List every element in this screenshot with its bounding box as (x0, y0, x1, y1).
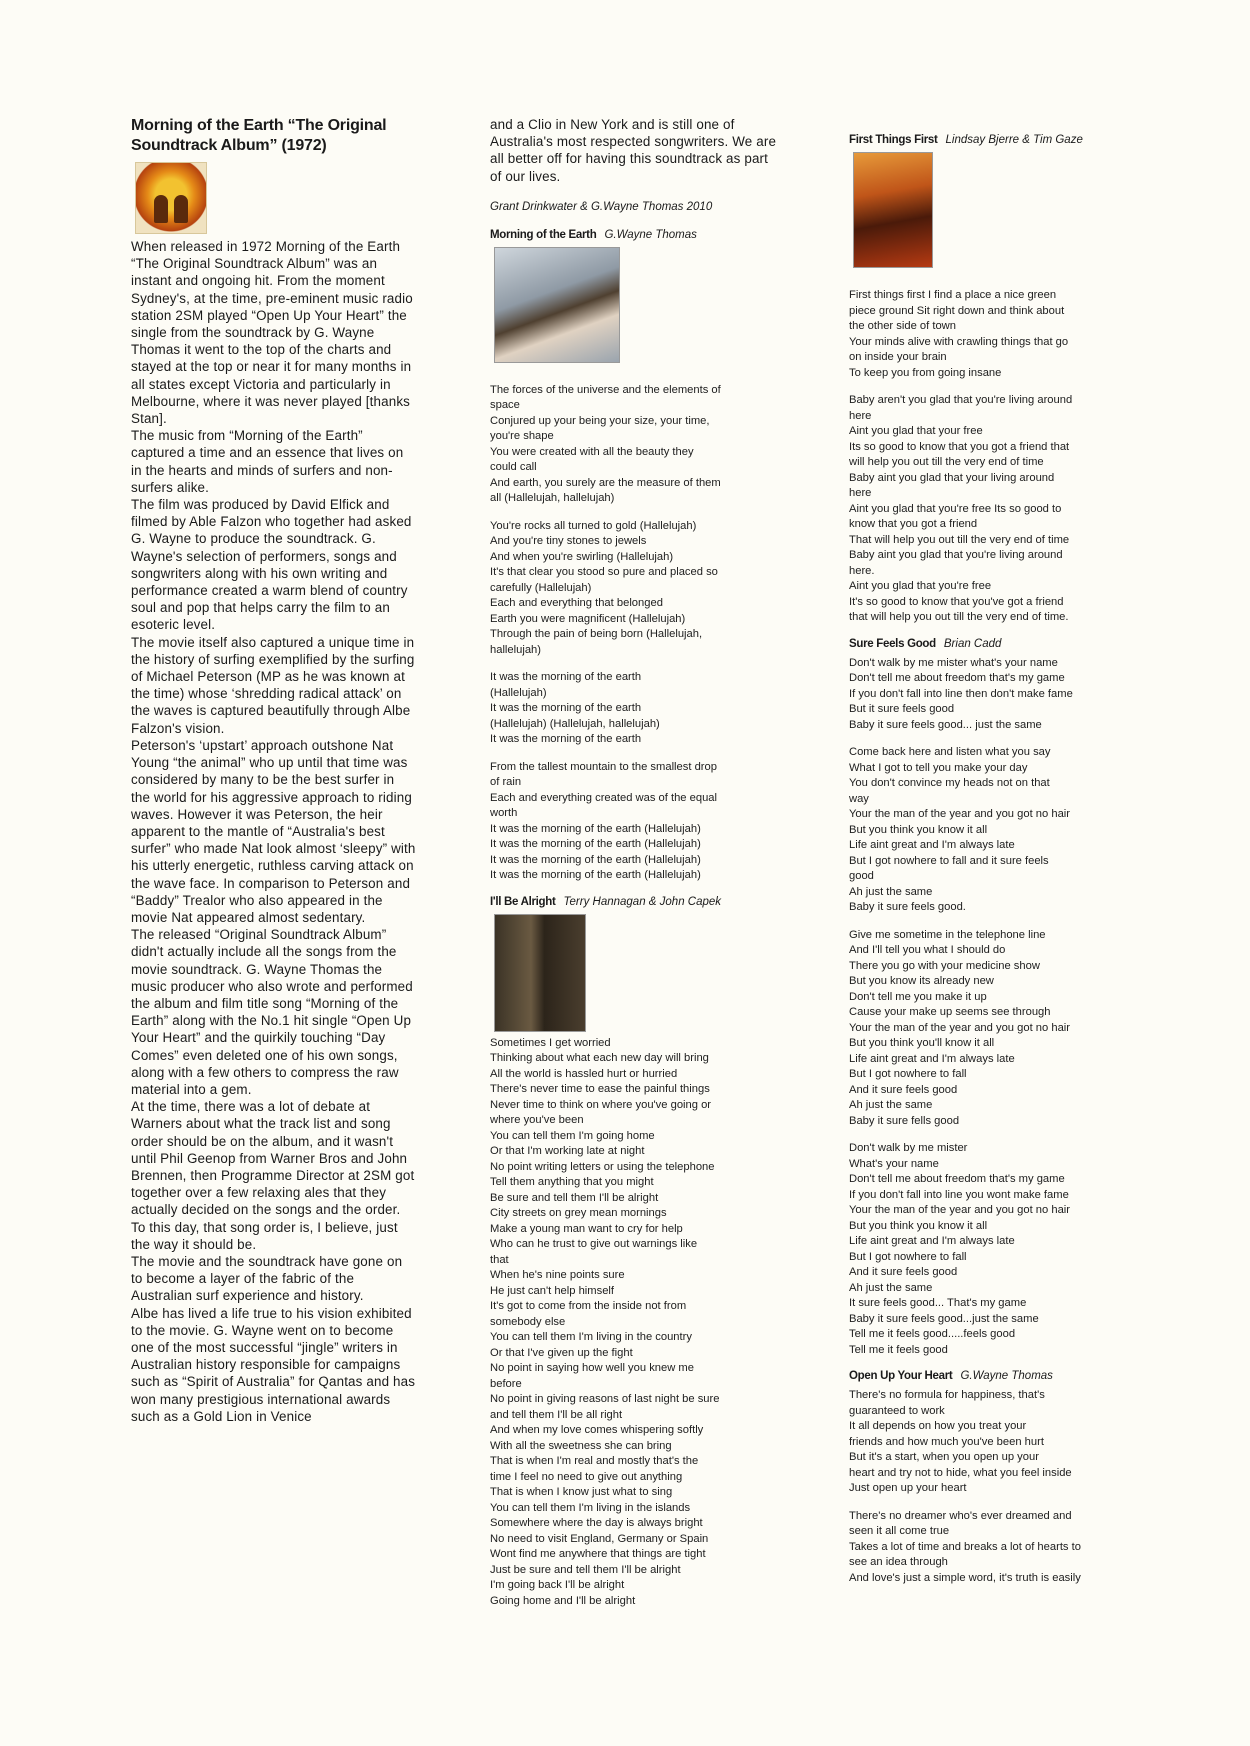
lyric-line: Takes a lot of time and breaks a lot of hearts to (849, 1540, 1081, 1553)
article-paragraph: The movie and the soundtrack have gone on to become a layer of the fabric of the Australian surf experience and history. (131, 1253, 403, 1304)
song-first-things-first (849, 134, 1139, 626)
lyric-line: Baby it sure fells good (849, 1114, 960, 1127)
lyric-line: Never time to think on where you've going or (490, 1098, 712, 1111)
lyric-line: And it sure feels good (849, 1266, 958, 1278)
lyric-line: There you go with your medicine show (849, 959, 1040, 972)
lyric-line: heart and try not to hide, what you feel inside (849, 1466, 1072, 1479)
lyric-line: of rain (490, 776, 522, 789)
lyric-line: Earth you were magnificent (Hallelujah) (490, 612, 686, 625)
lyric-line: That is when I'm real and mostly that's the (490, 1455, 699, 1468)
article-paragraph: The movie itself also captured a unique time in the history of surfing exemplified by the surfing of Michael Peterson (MP as he was known at the time) whose ‘shredding radical attack’ on the waves is captured beautifully through Albe Falzon's vision. (131, 634, 415, 736)
lyric-line: But you think you know it all (849, 1219, 988, 1232)
song-header (849, 134, 1139, 146)
lyric-line: You can tell them I'm living in the islands (490, 1501, 691, 1514)
lyric-line: guaranteed to work (849, 1404, 945, 1417)
song-ill-be-alright (490, 896, 780, 1610)
lyric-line: And you're tiny stones to jewels (490, 535, 647, 548)
album-cover-image (135, 162, 207, 234)
lyric-line: Don't walk by me mister what's your name (849, 656, 1058, 669)
article-paragraph: At the time, there was a lot of debate at Warners about what the track list and song order should be on the album, and it wasn't until Phil Geenop from Warner Bros and John Brennen, then Programme Director at 2SM got together over a few relaxing ales that they actually decided on the songs and the order. To this day, that song order is, I believe, just the way it should be. (131, 1099, 415, 1252)
lyric-line: Life aint great and I'm always late (849, 839, 1015, 851)
lyric-line: It was the morning of the earth (490, 702, 642, 715)
lyric-line: No point in saying how well you knew me (490, 1362, 694, 1375)
lyric-line: But I got nowhere to fall and it sure feels (849, 854, 1049, 867)
lyric-line: And when you're swirling (Hallelujah) (490, 550, 674, 563)
lyric-line: Ah just the same (849, 1099, 933, 1111)
lyric-line: Baby it sure feels good...just the same (849, 1312, 1039, 1325)
lyric-line: Don't walk by me mister (849, 1142, 968, 1154)
lyric-line: Your minds alive with crawling things that go (849, 335, 1069, 348)
lyric-line: Through the pain of being born (Hallelujah, (490, 628, 703, 641)
lyric-line: And I'll tell you what I should do (849, 944, 1006, 956)
article-paragraph: The music from “Morning of the Earth” captured a time and an essence that lives on in the hearts and minds of surfers and non-surfers alike. (131, 428, 404, 495)
lyric-line: When he's nine points sure (490, 1269, 625, 1282)
lyric-line: all (Hallelujah, hallelujah) (490, 492, 615, 505)
lyric-line: But it sure feels good (849, 703, 955, 715)
song-title: Morning of the Earth (490, 228, 597, 241)
lyric-line: Aint you glad that you're free Its so good to (849, 502, 1062, 515)
lyric-line: That is when I know just what to sing (490, 1486, 673, 1499)
lyric-line: (Hallelujah) (490, 686, 547, 699)
lyric-line: But you think you'll know it all (849, 1037, 995, 1049)
article-credit: Grant Drinkwater & G.Wayne Thomas 2010 (490, 200, 713, 213)
article-paragraph: When released in 1972 Morning of the Earth “The Original Soundtrack Album” was an instant and ongoing hit. From the moment Sydney's, at the time, pre-eminent music radio station 2SM played “Open Up Your Heart” the single from the soundtrack by G. Wayne Thomas it went to the top of the charts and stayed at the top or near it for many months in all states except Victoria and particularly in Melbourne, where it was never played [thanks Stan]. (131, 239, 413, 427)
lyric-line: It was the morning of the earth (490, 733, 642, 746)
lyric-line: You don't convince my heads not on that (849, 777, 1050, 789)
lyric-line: All the world is hassled hurt or hurried (490, 1067, 678, 1080)
song-title: First Things First (849, 134, 938, 146)
article-paragraph: The released “Original Soundtrack Album” didn't actually include all the songs from the movie soundtrack. G. Wayne Thomas the music producer who also wrote and performed the album and film title song “Morning of the Earth” along with the No.1 hit single “Open Up Your Heart” and the quirkily touching “Day Comes” even deleted one of his own songs, along with a few others to compress the raw material into a gem. (131, 927, 413, 1097)
lyric-line: And earth, you surely are the measure of them (490, 476, 721, 489)
lyric-line: Who can he trust to give out warnings like (490, 1238, 698, 1251)
right-column (849, 134, 1139, 1598)
lyric-line: Thinking about what each new day will bring (490, 1052, 709, 1065)
article-title: Morning of the Earth “The Original Soundtrack Album” (1972) (131, 117, 387, 154)
lyric-line: good (849, 870, 874, 882)
lyric-line: where you've been (490, 1114, 584, 1127)
song-title: Sure Feels Good (849, 637, 936, 650)
lyric-line: You can tell them I'm living in the country (490, 1331, 692, 1344)
lyric-line: Tell them anything that you might (490, 1176, 654, 1189)
lyric-line: know that you got a friend (849, 518, 978, 530)
lyric-line: There's no dreamer who's ever dreamed and (849, 1509, 1072, 1522)
lyric-line: First things first I find a place a nice green (849, 289, 1057, 301)
lyric-line: Baby aint you glad that you're living around (849, 549, 1063, 561)
lyric-line: If you don't fall into line then don't make fame (849, 687, 1073, 700)
lyric-line: And it sure feels good (849, 1083, 958, 1096)
song-title: Open Up Your Heart (849, 1370, 953, 1382)
song-author: G.Wayne Thomas (604, 228, 697, 241)
lyric-stanza (490, 670, 780, 748)
lyric-line: before (490, 1377, 522, 1390)
lyric-line: Each and everything created was of the equal (490, 791, 718, 804)
lyric-line: Give me sometime in the telephone line (849, 928, 1046, 941)
lyric-line: Sometimes I get worried (490, 1036, 611, 1049)
lyric-line: Cause your make up seems see through (849, 1006, 1051, 1018)
lyric-line: There's no formula for happiness, that's (849, 1389, 1045, 1401)
lyric-stanza (849, 288, 1139, 381)
lyric-stanza (490, 760, 780, 884)
lyric-line: Don't tell me about freedom that's my game (849, 1173, 1065, 1185)
lyric-line: Baby it sure feels good... just the same (849, 718, 1042, 731)
lyric-line: The forces of the universe and the elements of (490, 383, 721, 396)
lyric-line: Each and everything that belonged (490, 597, 663, 610)
lyric-line: But you think you know it all (849, 823, 988, 836)
lyric-line: You're rocks all turned to gold (Hallelujah) (490, 519, 697, 532)
lyric-line: Your the man of the year and you got no hair (849, 1021, 1071, 1034)
song-header (849, 1370, 1139, 1382)
lyric-line: It all depends on how you treat your (849, 1420, 1027, 1432)
lyric-line: Life aint great and I'm always late (849, 1052, 1015, 1065)
artist-photo (494, 247, 620, 363)
lyric-line: could call (490, 461, 537, 474)
lyric-line: Tell me it feels good (849, 1343, 948, 1356)
lyric-line: Aint you glad that your free (849, 425, 983, 437)
lyric-line: That will help you out till the very end of time (849, 533, 1070, 546)
lyric-line: here (849, 409, 872, 422)
song-header (490, 896, 780, 908)
lyric-stanza (849, 656, 1139, 734)
lyric-line: To keep you from going insane (849, 366, 1002, 379)
lyric-line: Ah just the same (849, 1281, 933, 1294)
lyric-line: worth (490, 807, 518, 820)
article-column (131, 116, 416, 1425)
lyric-line: hallelujah) (490, 643, 541, 656)
lyric-line: No point in giving reasons of last night be sure (490, 1393, 720, 1406)
lyric-line: You were created with all the beauty they (490, 445, 694, 458)
lyric-line: seen it all come true (849, 1525, 950, 1537)
lyric-line: Baby aint you glad that your living around (849, 471, 1055, 484)
lyric-line: space (490, 399, 520, 412)
lyric-line: It was the morning of the earth (Hallelujah) (490, 822, 701, 835)
song-title: I'll Be Alright (490, 895, 556, 908)
song-author: G.Wayne Thomas (960, 1370, 1053, 1382)
lyric-line: will help you out till the very end of time (849, 456, 1044, 468)
lyric-line: And love's just a simple word, it's truth is easily (849, 1571, 1081, 1584)
lyric-line: Don't tell me you make it up (849, 990, 987, 1003)
lyric-line: He just can't help himself (490, 1284, 615, 1297)
lyric-line: Ah just the same (849, 885, 933, 898)
lyric-line: way (849, 792, 869, 805)
lyric-line: Be sure and tell them I'll be alright (490, 1191, 659, 1204)
lyric-line: If you don't fall into line you wont make fame (849, 1188, 1069, 1201)
lyric-line: carefully (Hallelujah) (490, 581, 592, 594)
lyric-line: piece ground Sit right down and think about (849, 304, 1065, 317)
lyric-line: see an idea through (849, 1556, 948, 1568)
lyric-stanza (849, 1388, 1139, 1497)
lyric-line: It was the morning of the earth (490, 671, 642, 684)
song-morning-of-the-earth (490, 229, 780, 884)
song-author: Lindsay Bjerre & Tim Gaze (945, 134, 1083, 146)
lyric-line: somebody else (490, 1315, 566, 1328)
lyric-line: and tell them I'll be all right (490, 1408, 623, 1421)
lyric-line: Or that I've given up the fight (490, 1346, 633, 1359)
lyric-line: It was the morning of the earth (Hallelujah) (490, 853, 701, 866)
middle-column (490, 116, 780, 1621)
lyric-line: Make a young man want to cry for help (490, 1222, 683, 1235)
lyric-line: that (490, 1253, 509, 1266)
lyric-line: But it's a start, when you open up your (849, 1451, 1039, 1463)
lyric-stanza (490, 383, 780, 507)
song-open-up-your-heart (849, 1370, 1139, 1586)
lyric-line: I'm going back I'll be alright (490, 1579, 625, 1592)
lyric-line: Don't tell me about freedom that's my game (849, 672, 1065, 684)
song-author: Brian Cadd (943, 637, 1002, 650)
artist-photo (853, 152, 933, 268)
lyric-line: Baby it sure feels good. (849, 901, 966, 913)
song-sure-feels-good (849, 638, 1139, 1359)
song-header (490, 229, 780, 241)
lyric-stanza (849, 1141, 1139, 1358)
lyric-line: Aint you glad that you're free (849, 580, 992, 592)
lyric-line: Your the man of the year and you got no hair (849, 1204, 1071, 1216)
lyric-line: Come back here and listen what you say (849, 746, 1051, 758)
lyric-line: What I got to tell you make your day (849, 761, 1028, 774)
lyric-line: What's your name (849, 1157, 939, 1170)
lyric-line: time I feel no need to give out anything (490, 1470, 683, 1483)
lyric-stanza (849, 1509, 1139, 1587)
lyric-line: Going home and I'll be alright (490, 1594, 636, 1607)
lyric-line: Or that I'm working late at night (490, 1145, 645, 1158)
lyric-line: You can tell them I'm going home (490, 1129, 655, 1142)
article-paragraph: Peterson's ‘upstart’ approach outshone Nat Young “the animal” who up until that time was considered by many to be the best surfer in the world for his aggressive approach to riding waves. However it was Peterson, the heir apparent to the mantle of “Australia's best surfer” who made Nat look almost ‘sleepy” with his utterly energetic, ruthless carving attack on the wave face. In comparison to Peterson and “Baddy” Trealor who also appeared in the movie Nat appeared almost sedentary. (131, 737, 416, 925)
lyric-line: It was the morning of the earth (Hallelujah) (490, 869, 701, 882)
lyric-line: No need to visit England, Germany or Spain (490, 1532, 709, 1545)
lyric-line: the other side of town (849, 320, 956, 332)
lyric-line: With all the sweetness she can bring (490, 1439, 672, 1452)
lyric-line: Your the man of the year and you got no hair (849, 808, 1071, 820)
article-body (131, 238, 416, 1425)
lyric-line: here. (849, 564, 875, 577)
lyric-line: From the tallest mountain to the smallest drop (490, 760, 717, 773)
lyric-line: Its so good to know that you got a friend that (849, 440, 1070, 453)
lyric-line: City streets on grey mean mornings (490, 1207, 667, 1220)
lyric-line: But you know its already new (849, 975, 994, 987)
lyric-line: here (849, 487, 872, 499)
lyric-line: It's so good to know that you've got a friend (849, 595, 1064, 608)
lyric-line: It's that clear you stood so pure and placed so (490, 566, 718, 579)
lyric-line: Just be sure and tell them I'll be alright (490, 1563, 681, 1576)
lyric-line: It sure feels good... That's my game (849, 1297, 1027, 1309)
lyric-line: Just open up your heart (849, 1482, 967, 1494)
lyric-line: friends and how much you've been hurt (849, 1435, 1044, 1448)
lyric-stanza (849, 393, 1139, 626)
song-header (849, 638, 1139, 650)
lyric-line: Conjured up your being your size, your time, (490, 414, 710, 427)
lyric-line: But I got nowhere to fall (849, 1250, 967, 1263)
lyric-line: Somewhere where the day is always bright (490, 1517, 703, 1530)
lyric-line: that will help you out till the very end of time. (849, 611, 1069, 623)
lyric-line: And when my love comes whispering softly (490, 1424, 704, 1437)
lyric-line: (Hallelujah) (Hallelujah, hallelujah) (490, 717, 660, 730)
lyric-line: you're shape (490, 430, 554, 443)
lyric-line: Life aint great and I'm always late (849, 1235, 1015, 1247)
lyric-line: But I got nowhere to fall (849, 1068, 967, 1080)
artist-photo (494, 914, 586, 1032)
lyric-line: No point writing letters or using the telephone (490, 1160, 715, 1173)
article-paragraph: Albe has lived a life true to his vision exhibited to the movie. G. Wayne went on to become one of the most successful “jingle” writers in Australian history responsible for campaigns such as “Spirit of Australia” for Qantas and has won many prestigious international awards such as a Gold Lion in Venice (131, 1305, 416, 1424)
lyric-line: It's got to come from the inside not from (490, 1300, 687, 1313)
lyric-line: There's never time to ease the painful things (490, 1083, 710, 1096)
article-continuation: and a Clio in New York and is still one of Australia's most respected songwriters. We are all better off for having this soundtrack as part of our lives. (490, 117, 777, 184)
lyric-stanza (849, 745, 1139, 916)
lyric-stanza (490, 1036, 780, 1610)
article-paragraph: The film was produced by David Elfick and filmed by Able Falzon who together had asked G. Wayne to produce the soundtrack. G. Wayne's selection of performers, songs and songwriters along with his own writing and performance created a warm blend of country soul and pop that helps carry the film to an esoteric level. (131, 497, 412, 633)
lyric-line: Wont find me anywhere that things are tight (490, 1548, 706, 1561)
song-author: Terry Hannagan & John Capek (563, 895, 722, 908)
lyric-line: Tell me it feels good.....feels good (849, 1328, 1016, 1340)
lyric-stanza (849, 928, 1139, 1130)
lyric-line: on inside your brain (849, 351, 947, 363)
lyric-line: It was the morning of the earth (Hallelujah) (490, 838, 701, 851)
lyric-stanza (490, 519, 780, 659)
lyric-line: Baby aren't you glad that you're living around (849, 394, 1073, 406)
